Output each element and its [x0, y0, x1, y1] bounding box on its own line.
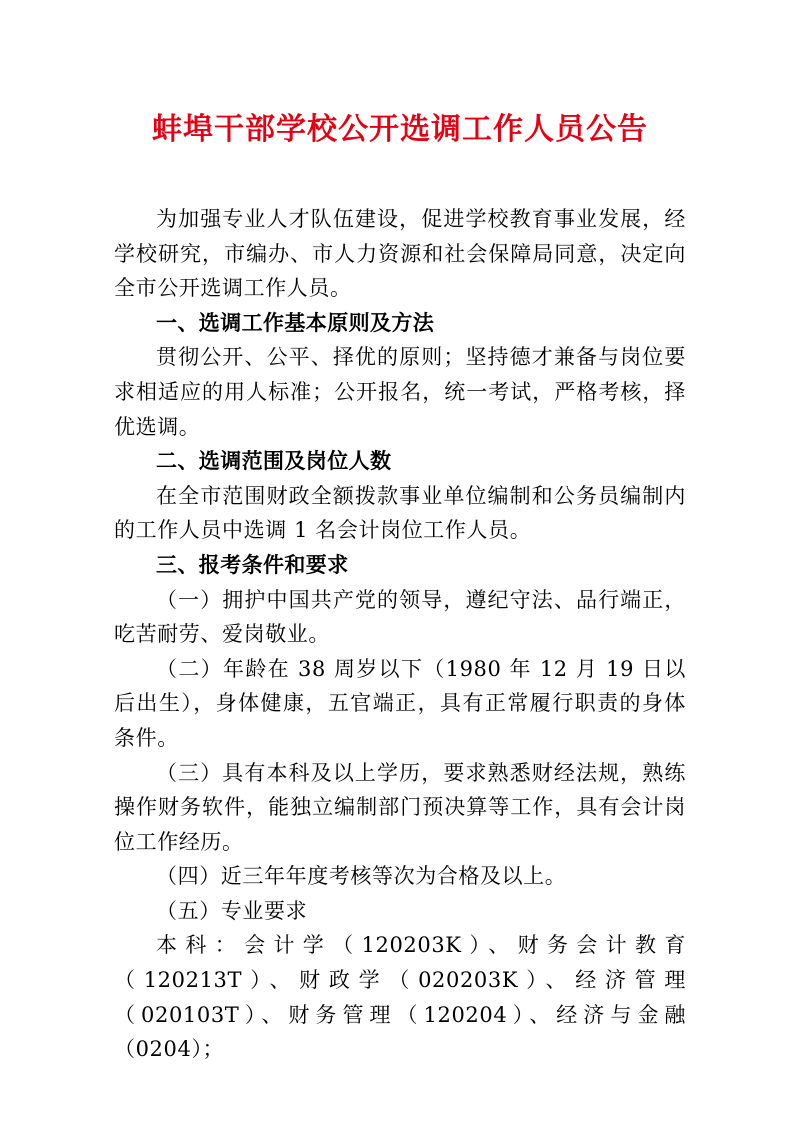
- requirement-item-3: （三）具有本科及以上学历，要求熟悉财经法规，熟练操作财务软件，能独立编制部门预决算等工作，具有会计岗位工作经历。: [114, 760, 686, 854]
- major-list-paragraph: 本科：会计学（120203K）、财务会计教育（120213T）、财政学（020203K）、经济管理（020103T）、财务管理（120204）、经济与金融（0204）；: [114, 933, 686, 1062]
- requirement-item-2: （二）年龄在 38 周岁以下（1980 年 12 月 19 日以后出生），身体健康，五官端正，具有正常履行职责的身体条件。: [114, 656, 686, 750]
- document-body: [114, 202, 686, 1067]
- section-heading-principles: 一、选调工作基本原则及方法: [156, 310, 435, 335]
- principles-paragraph: 贯彻公开、公平、择优的原则；坚持德才兼备与岗位要求相适应的用人标准；公开报名，统一考试，严格考核，择优选调。: [114, 345, 686, 439]
- requirement-item-5: （五）专业要求: [156, 898, 308, 923]
- scope-paragraph: 在全市范围财政全额拨款事业单位编制和公务员编制内的工作人员中选调 1 名会计岗位工作人员。: [114, 483, 686, 543]
- requirement-item-4: （四）近三年年度考核等次为合格及以上。: [156, 864, 567, 889]
- document-title: 蚌埠干部学校公开选调工作人员公告: [152, 112, 648, 147]
- intro-paragraph: 为加强专业人才队伍建设，促进学校教育事业发展，经学校研究，市编办、市人力资源和社会保障局同意，决定向全市公开选调工作人员。: [114, 207, 686, 301]
- section-heading-scope: 二、选调范围及岗位人数: [156, 449, 392, 474]
- requirement-item-1: （一）拥护中国共产党的领导，遵纪守法、品行端正，吃苦耐劳、爱岗敬业。: [114, 587, 686, 647]
- section-heading-requirements: 三、报考条件和要求: [156, 552, 349, 577]
